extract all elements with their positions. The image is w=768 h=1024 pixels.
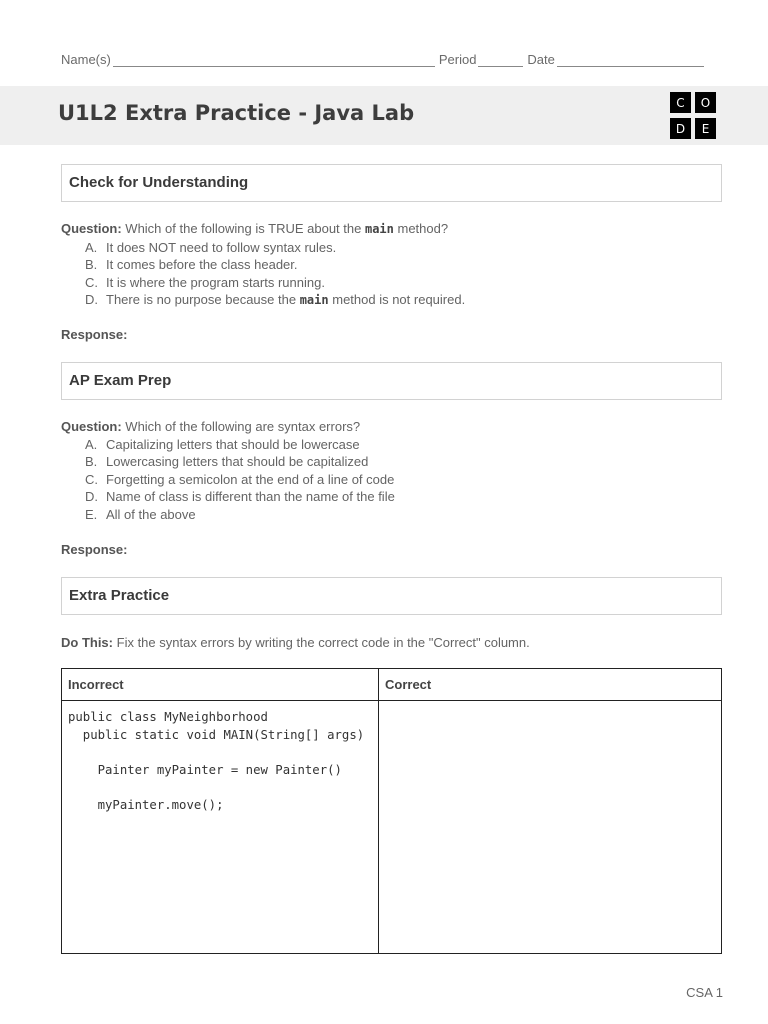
choice-item: B. It comes before the class header. [85,257,298,272]
inline-code: main [299,293,329,307]
code-table [61,668,722,954]
code-line: public static void MAIN(String[] args) [68,727,365,742]
names-label: Name(s) [61,52,111,67]
code-line: myPainter.move(); [68,797,224,812]
choice-item: C. It is where the program starts running. [85,274,325,290]
do-this-text: Fix the syntax errors by writing the correct code in the "Correct" column. [116,635,530,650]
logo-letter: C [670,92,691,113]
period-blank[interactable] [478,54,523,67]
question-text: method? [397,221,449,236]
name-period-date-line [61,49,715,67]
correct-code-cell[interactable] [379,701,722,954]
date-blank[interactable] [557,54,704,67]
question-ap [61,418,395,523]
incorrect-code-cell [62,701,379,954]
choice-item: B. Lowercasing letters that should be capitalized [85,454,369,469]
names-blank[interactable] [113,54,435,67]
code-line: Painter myPainter = new Painter() [68,762,342,777]
logo-letter: E [695,118,716,139]
column-header-incorrect: Incorrect [62,669,379,701]
section-heading: Extra Practice [69,587,170,604]
choice-item: D. Name of class is different than the name of the file [85,489,395,504]
choice-item: D. There is no purpose because the main method is not required. [85,292,466,307]
date-label: Date [527,52,555,67]
incorrect-code-block [62,701,378,814]
inline-code: main [364,222,394,236]
code-line: public class MyNeighborhood [68,710,268,724]
section-ap-exam-prep [61,362,722,400]
choice-item: A. Capitalizing letters that should be lowercase [85,436,360,452]
answer-choices [61,239,465,310]
choice-item: C. Forgetting a semicolon at the end of a line of code [85,471,395,487]
do-this-instruction [61,635,530,650]
question-text: Which of the following is TRUE about the [125,221,362,236]
choice-item: A. It does NOT need to follow syntax rules. [85,239,337,255]
page-footer: CSA 1 [686,985,723,1000]
section-extra-practice [61,577,722,615]
section-heading: Check for Understanding [69,174,249,191]
do-this-label: Do This: [61,635,113,650]
code-line [68,779,378,797]
response-label: Response: [61,542,128,557]
choice-item: E. All of the above [85,506,196,522]
logo-letter: O [695,92,716,113]
question-text: Which of the following are syntax errors? [125,419,361,434]
column-header-correct: Correct [379,669,722,701]
answer-choices [61,436,395,524]
question-label: Question: [61,419,122,434]
code-line [68,744,378,762]
period-label: Period [438,52,477,67]
code-logo [670,92,716,139]
question-check [61,220,465,310]
page-title: U1L2 Extra Practice - Java Lab [58,101,415,125]
section-check-for-understanding [61,164,722,202]
response-label: Response: [61,327,128,342]
question-label: Question: [61,221,122,236]
section-heading: AP Exam Prep [69,372,172,389]
logo-letter: D [670,118,691,139]
